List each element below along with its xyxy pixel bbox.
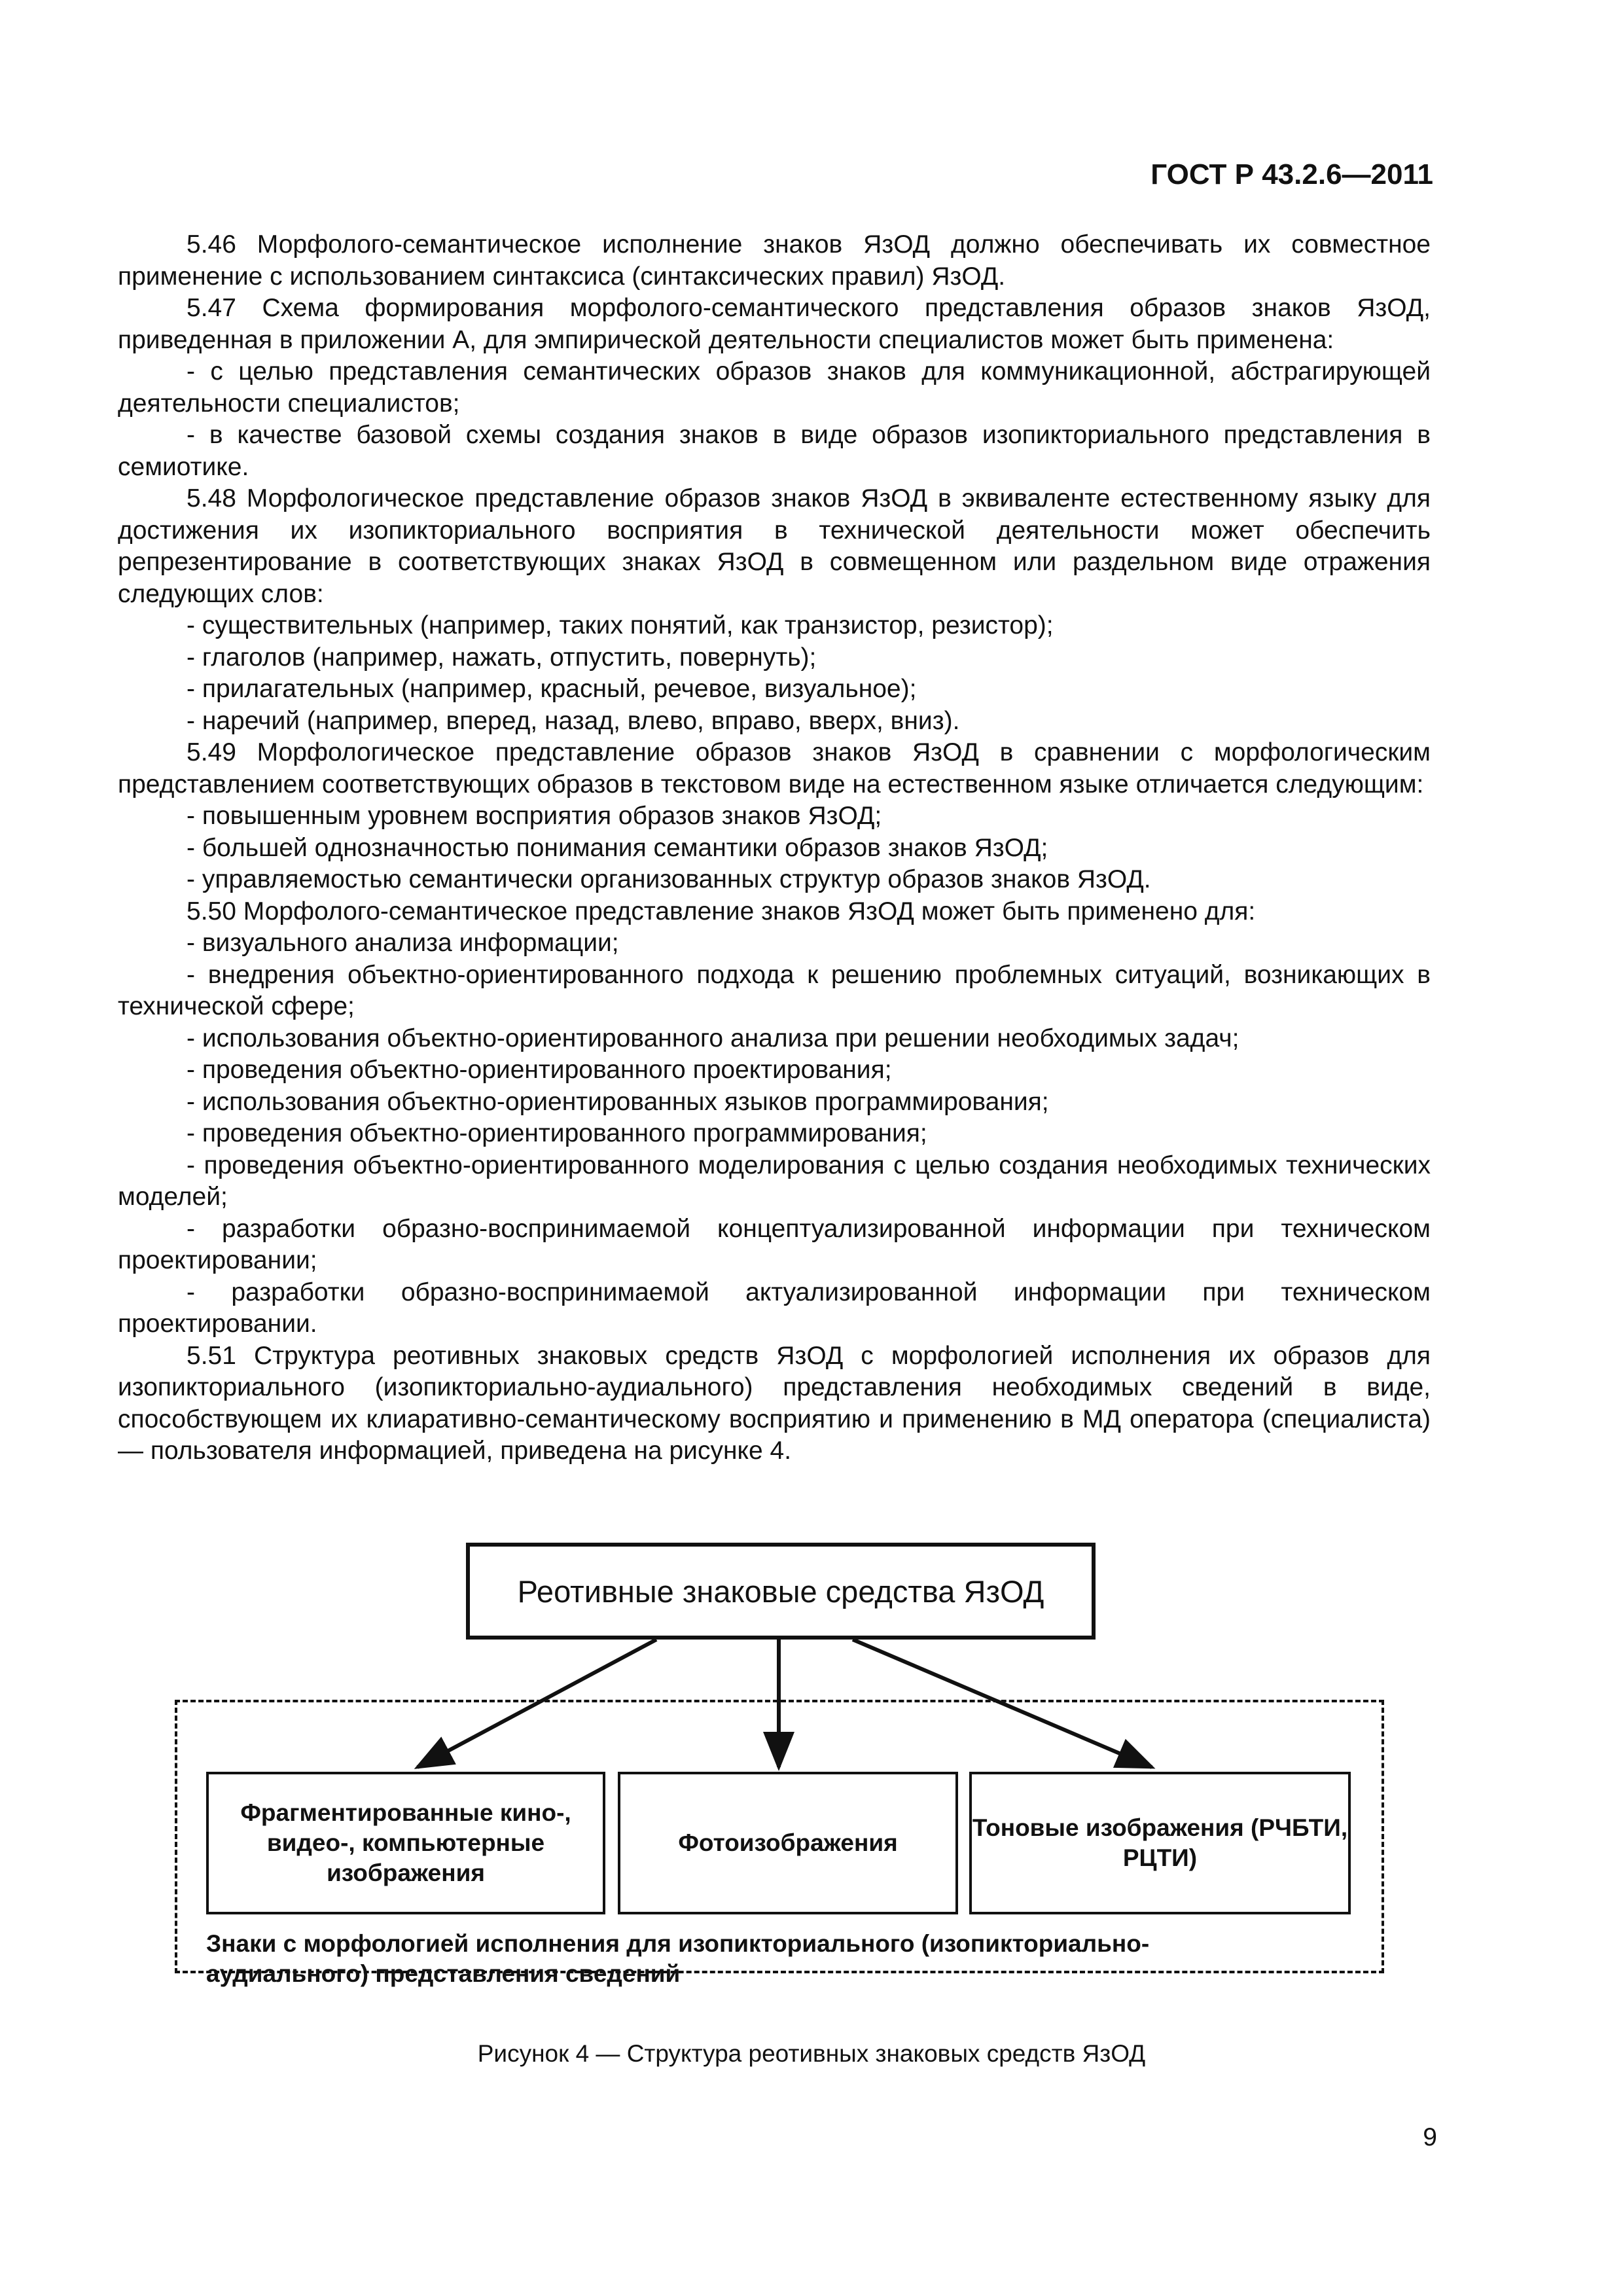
list-item: - глаголов (например, нажать, отпустить, повернуть); [187, 643, 817, 672]
list-item: - управляемостью семантически организованных структур образов знаков ЯзОД. [187, 865, 1151, 893]
arrow-to-box-a [418, 1640, 656, 1767]
clause-paragraph: 5.49 Морфологическое представление образов знаков ЯзОД в сравнении с морфологическим представлением соответствующих образов в текстовом виде на естественном языке отличается следующим: [118, 738, 1431, 798]
list-item: - проведения объектно-ориентированного моделирования с целью создания необходимых технических моделей; [118, 1151, 1431, 1211]
sign-group-label: Знаки с морфологией исполнения для изопикториального (изопикториально-аудиального) представления сведений [206, 1930, 1150, 1987]
reactive-sign-means-box: Реотивные знаковые средства ЯзОД [466, 1543, 1096, 1640]
list-item: - наречий (например, вперед, назад, влево, вправо, вверх, вниз). [187, 706, 960, 735]
clause-paragraph: 5.51 Структура реотивных знаковых средств ЯзОД с морфологией исполнения их образов для изопикториального (изопикториально-аудиального) представления необходимых сведений в виде, способствующем их клиаративно-семантическому восприятию и применению в МД оператора (специалиста) — пользователя информацией, приведена на рисунке 4. [118, 1341, 1431, 1465]
list-item: - с целью представления семантических образов знаков для коммуникационной, абстрагирующей деятельности специалистов; [118, 357, 1431, 418]
list-item: - в качестве базовой схемы создания знаков в виде образов изопикториального представления в семиотике. [118, 421, 1431, 481]
list-item: - разработки образно-воспринимаемой актуализированной информации при техническом проектировании. [118, 1278, 1431, 1338]
fragmented-images-box: Фрагментированные кино-, видео-, компьютерные изображения [206, 1772, 605, 1914]
page-number: 9 [1423, 2123, 1437, 2151]
clause-paragraph: 5.46 Морфолого-семантическое исполнение знаков ЯзОД должно обеспечивать их совместное применение с использованием синтаксиса (синтаксических правил) ЯзОД. [118, 230, 1431, 291]
list-item: - существительных (например, таких понятий, как транзистор, резистор); [187, 611, 1054, 639]
list-item: - прилагательных (например, красный, речевое, визуальное); [187, 675, 917, 703]
list-item: - использования объектно-ориентированного анализа при решении необходимых задач; [187, 1024, 1240, 1052]
clause-paragraph: 5.48 Морфологическое представление образов знаков ЯзОД в эквиваленте естественному языку для достижения их изопикториального восприятия в технической деятельности может обеспечить репрезентирование в соответствующих знаках ЯзОД в совмещенном или раздельном виде отражения следующих слов: [118, 484, 1431, 608]
photo-images-box: Фотоизображения [618, 1772, 958, 1914]
list-item: - использования объектно-ориентированных языков программирования; [187, 1087, 1049, 1116]
tone-images-box: Тоновые изображения (РЧБТИ, РЦТИ) [969, 1772, 1351, 1914]
arrow-to-box-c [853, 1640, 1152, 1767]
list-item: - проведения объектно-ориентированного программирования; [187, 1119, 927, 1147]
list-item: - повышенным уровнем восприятия образов знаков ЯзОД; [187, 802, 882, 830]
list-item: - большей однозначностью понимания семантики образов знаков ЯзОД; [187, 833, 1048, 862]
list-item: - проведения объектно-ориентированного проектирования; [187, 1056, 892, 1084]
figure-caption: Рисунок 4 — Структура реотивных знаковых средств ЯзОД [477, 2040, 1146, 2067]
list-item: - разработки образно-воспринимаемой концептуализированной информации при техническом проектировании; [118, 1214, 1431, 1274]
list-item: - внедрения объектно-ориентированного подхода к решению проблемных ситуаций, возникающих в технической сфере; [118, 960, 1431, 1020]
clause-paragraph: 5.50 Морфолого-семантическое представление знаков ЯзОД может быть применено для: [187, 897, 1256, 925]
clause-paragraph: 5.47 Схема формирования морфолого-семантического представления образов знаков ЯзОД, приведенная в приложении А, для эмпирической деятельности специалистов может быть применена: [118, 294, 1431, 354]
body-text [118, 229, 1431, 1467]
document-code: ГОСТ Р 43.2.6—2011 [1150, 158, 1433, 190]
list-item: - визуального анализа информации; [187, 929, 619, 957]
sign-group-frame [175, 1700, 1384, 1973]
